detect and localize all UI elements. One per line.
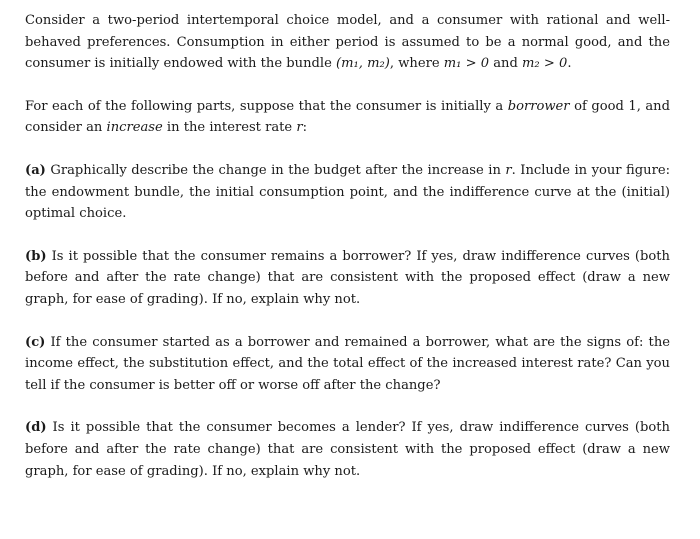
intro-text-where: , where — [389, 56, 444, 72]
part-d-paragraph — [25, 417, 670, 482]
interest-rate-symbol: r — [296, 120, 303, 136]
intro-text-end: . — [567, 56, 572, 72]
part-a-label: (a) — [25, 162, 46, 178]
part-a-text: Graphically describe the change in the budget after the increase in — [45, 162, 506, 178]
m1-condition-math: m₁ > 0 — [443, 56, 490, 72]
setup-paragraph — [25, 96, 670, 139]
intro-text: Consider a two-period intertemporal choice model, and a consumer with rational and well-behaved preferences. Consumption in either period is assumed to be a normal good, and the consumer is initially endowed with the bundle — [25, 13, 670, 72]
part-a-text-2: . Include in your figure: the endowment bundle, the initial consumption point, and the indifference curve at the (initial) optimal choice. — [25, 162, 670, 222]
part-d-text: Is it possible that the consumer becomes a lender? If yes, draw indifference curves (both before and after the rate change) that are consistent with the proposed effect (draw a new graph, for ease of grading). If no, explain why not. — [25, 420, 670, 479]
part-a-r-symbol: r — [505, 162, 512, 178]
part-b-text: Is it possible that the consumer remains a borrower? If yes, draw indifference curves (both before and after the rate change) that are consistent with the proposed effect (draw a new graph, for ease of grading). If no, explain why not. — [25, 248, 670, 307]
setup-text: For each of the following parts, suppose that the consumer is initially a — [25, 98, 508, 114]
part-c-text: If the consumer started as a borrower and remained a borrower, what are the signs of: the income effect, the substitution effect, and the total effect of the increased interest rate? Can you tell if the consumer is better off or worse off after the change? — [25, 334, 670, 393]
borrower-emphasis: borrower — [507, 98, 570, 114]
part-a-paragraph — [25, 160, 670, 225]
part-b-label: (b) — [25, 248, 47, 264]
m2-condition-math: m₂ > 0 — [522, 56, 568, 72]
endowment-bundle-math: (m₁, m₂) — [336, 56, 390, 72]
setup-text-end: : — [302, 120, 308, 136]
part-c-label: (c) — [25, 334, 46, 350]
setup-text-2: of good 1, and consider an — [25, 98, 670, 136]
part-c-paragraph — [25, 332, 670, 397]
increase-emphasis: increase — [106, 120, 163, 136]
intro-paragraph — [25, 10, 670, 75]
part-b-paragraph — [25, 246, 670, 311]
setup-text-3: in the interest rate — [162, 120, 297, 136]
intro-text-and: and — [489, 56, 523, 72]
part-d-label: (d) — [25, 420, 47, 436]
